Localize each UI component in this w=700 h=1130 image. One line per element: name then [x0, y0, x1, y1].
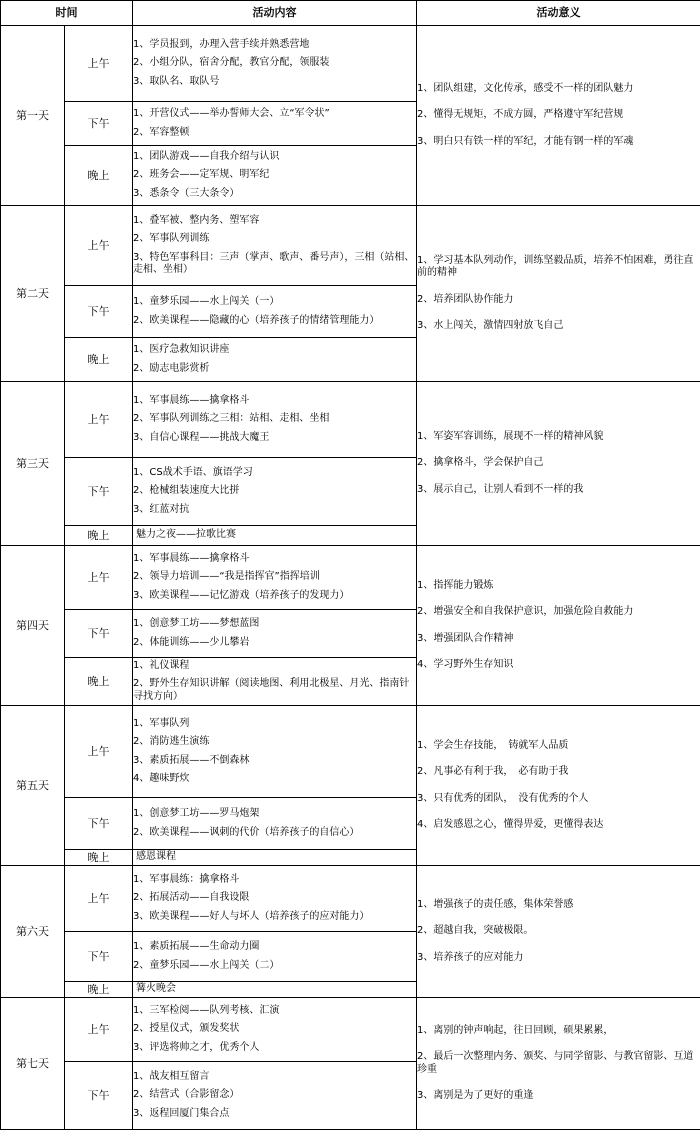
activity-item: 感恩课程: [136, 851, 416, 864]
activity-item: 3、取队名、取队号: [133, 76, 416, 89]
schedule-body: [1, 26, 700, 1130]
activity-item: 2、班务会——定军规、明军纪: [133, 169, 416, 182]
period-label: 下午: [65, 798, 133, 850]
period-label: 下午: [65, 932, 133, 982]
activity-item: 2、枪械组装速度大比拼: [133, 485, 416, 498]
activity-item: 1、军事晨练：擒拿格斗: [133, 874, 416, 887]
period-label: 晚上: [65, 146, 133, 206]
activity-item: 3、素质拓展——不倒森林: [133, 755, 416, 768]
activity-item: 1、叠军被、整内务、塑军容: [133, 215, 416, 228]
activity-item: 1、CS战术手语、旗语学习: [133, 467, 416, 480]
meaning-item: 3、水上闯关，激情四射放飞自己: [417, 320, 700, 333]
activity-item: 1、童梦乐园——水上闯关（一）: [133, 296, 416, 309]
meaning-item: 2、擒拿格斗，学会保护自己: [417, 457, 700, 470]
meaning-item: 4、启发感恩之心，懂得畀爱，更懂得表达: [417, 819, 700, 832]
header-time: 时间: [1, 1, 133, 26]
activity-item: 2、欧美课程——隐藏的心（培养孩子的情绪管理能力）: [133, 315, 416, 328]
activity-item: 2、欧美课程——讽刺的代价（培养孩子的自信心）: [133, 827, 416, 840]
meaning-item: 1、学会生存技能， 铸就军人品质: [417, 740, 700, 753]
meaning-item: 2、超越自我，突破极限。: [417, 925, 700, 938]
activity-content: [133, 1062, 417, 1130]
activity-item: 1、团队游戏——自我介绍与认识: [133, 151, 416, 164]
period-label: 晚上: [65, 658, 133, 706]
table-row: [1, 26, 700, 102]
activity-content: [133, 610, 417, 658]
meaning-item: 2、最后一次整理内务、颁奖、与同学留影、与教官留影、互道珍重: [417, 1051, 700, 1076]
activity-content: [133, 546, 417, 610]
table-row: [1, 206, 700, 286]
activity-content: [133, 102, 417, 146]
activity-content: [133, 382, 417, 458]
activity-content: [133, 338, 417, 382]
activity-item: 1、战友相互留言: [133, 1071, 416, 1084]
table-row: [1, 998, 700, 1062]
table-row: [1, 546, 700, 610]
activity-item: 3、返程回厦门集合点: [133, 1108, 416, 1121]
activity-item: 1、创意梦工坊——罗马炮架: [133, 808, 416, 821]
activity-item: 2、军事队列训练之三相：站相、走相、坐相: [133, 413, 416, 426]
activity-content: [133, 526, 417, 546]
activity-item: 2、军事队列训练: [133, 233, 416, 246]
activity-content: [133, 866, 417, 932]
period-label: 晚上: [65, 850, 133, 866]
activity-content: [133, 932, 417, 982]
meaning-item: 2、凡事必有利于我， 必有助于我: [417, 766, 700, 779]
activity-item: 1、军事晨练——擒拿格斗: [133, 553, 416, 566]
period-label: 上午: [65, 26, 133, 102]
activity-item: 2、消防逃生演练: [133, 736, 416, 749]
activity-content: [133, 206, 417, 286]
activity-item: 3、自信心课程——挑战大魔王: [133, 432, 416, 445]
activity-content: [133, 706, 417, 798]
meaning-item: 1、学习基本队列动作，训练坚毅品质，培养不怕困难，勇往直前的精神: [417, 255, 700, 280]
meaning-item: 3、培养孩子的应对能力: [417, 952, 700, 965]
meaning-item: 4、学习野外生存知识: [417, 659, 700, 672]
period-label: 晚上: [65, 982, 133, 998]
activity-item: 2、励志电影赏析: [133, 363, 416, 376]
meaning-item: 3、明白只有铁一样的军纪，才能有钢一样的军魂: [417, 136, 700, 149]
activity-item: 篝火晚会: [136, 983, 416, 996]
meaning-item: 2、培养团队协作能力: [417, 294, 700, 307]
period-label: 晚上: [65, 338, 133, 382]
activity-content: [133, 982, 417, 998]
activity-item: 1、医疗急救知识讲座: [133, 344, 416, 357]
day-label: 第七天: [1, 998, 65, 1130]
activity-item: 3、特色军事科目：三声（掌声、歌声、番号声），三相（站相、走相、坐相）: [133, 252, 416, 277]
activity-item: 3、红蓝对抗: [133, 504, 416, 517]
header-content: 活动内容: [133, 1, 417, 26]
activity-item: 4、趣味野炊: [133, 773, 416, 786]
period-label: 上午: [65, 546, 133, 610]
day-label: 第五天: [1, 706, 65, 866]
period-label: 上午: [65, 706, 133, 798]
activity-meaning: [417, 866, 700, 998]
meaning-item: 3、离别是为了更好的重逢: [417, 1090, 700, 1103]
meaning-item: 3、展示自己，让别人看到不一样的我: [417, 484, 700, 497]
activity-meaning: [417, 206, 700, 382]
activity-meaning: [417, 546, 700, 706]
activity-item: 1、学员报到，办理入营手续并熟悉营地: [133, 39, 416, 52]
meaning-item: 3、只有优秀的团队， 没有优秀的个人: [417, 793, 700, 806]
activity-content: [133, 26, 417, 102]
header-row: [1, 1, 700, 26]
day-label: 第六天: [1, 866, 65, 998]
period-label: 下午: [65, 610, 133, 658]
activity-item: 1、三军检阅——队列考核、汇演: [133, 1005, 416, 1018]
activity-item: 1、礼仪课程: [133, 660, 416, 673]
activity-item: 2、野外生存知识讲解（阅读地图、利用北极星、月光、指南针寻找方向）: [133, 678, 416, 703]
activity-item: 1、素质拓展——生命动力圈: [133, 941, 416, 954]
day-label: 第三天: [1, 382, 65, 546]
activity-meaning: [417, 998, 700, 1130]
activity-content: [133, 658, 417, 706]
period-label: 下午: [65, 286, 133, 338]
activity-item: 3、评选将帅之才，优秀个人: [133, 1042, 416, 1055]
activity-item: 2、授星仪式，颁发奖状: [133, 1023, 416, 1036]
meaning-item: 1、指挥能力锻炼: [417, 580, 700, 593]
period-label: 上午: [65, 866, 133, 932]
meaning-item: 1、增强孩子的责任感，集体荣誉感: [417, 899, 700, 912]
activity-content: [133, 286, 417, 338]
activity-meaning: [417, 706, 700, 866]
activity-content: [133, 798, 417, 850]
table-row: [1, 706, 700, 798]
meaning-item: 1、军姿军容训练，展现不一样的精神风貌: [417, 431, 700, 444]
meaning-item: 2、懂得无规矩，不成方圆，严格遵守军纪营规: [417, 109, 700, 122]
header-meaning: 活动意义: [417, 1, 700, 26]
activity-item: 2、小组分队，宿舍分配，教官分配，领服装: [133, 57, 416, 70]
day-label: 第二天: [1, 206, 65, 382]
activity-item: 2、领导力培训——“我是指挥官”指挥培训: [133, 571, 416, 584]
activity-content: [133, 998, 417, 1062]
activity-content: [133, 146, 417, 206]
activity-content: [133, 458, 417, 526]
period-label: 下午: [65, 102, 133, 146]
day-label: 第一天: [1, 26, 65, 206]
period-label: 下午: [65, 1062, 133, 1130]
period-label: 下午: [65, 458, 133, 526]
table-row: [1, 866, 700, 932]
period-label: 上午: [65, 206, 133, 286]
activity-item: 1、创意梦工坊——梦想蓝图: [133, 618, 416, 631]
activity-meaning: [417, 26, 700, 206]
table-row: [1, 382, 700, 458]
meaning-item: 2、增强安全和自我保护意识，加强危险自救能力: [417, 606, 700, 619]
meaning-item: 1、团队组建，文化传承，感受不一样的团队魅力: [417, 83, 700, 96]
period-label: 上午: [65, 998, 133, 1062]
activity-item: 魅力之夜——拉歌比赛: [136, 529, 416, 542]
activity-meaning: [417, 382, 700, 546]
meaning-item: 1、离别的钟声响起，往日回顾，硕果累累，: [417, 1025, 700, 1038]
activity-item: 2、拓展活动——自我设限: [133, 892, 416, 905]
activity-item: 3、欧美课程——好人与坏人（培养孩子的应对能力）: [133, 911, 416, 924]
activity-item: 2、结营式（合影留念）: [133, 1089, 416, 1102]
activity-item: 1、军事队列: [133, 718, 416, 731]
activity-item: 1、军事晨练——擒拿格斗: [133, 395, 416, 408]
activity-item: 3、欧美课程——记忆游戏（培养孩子的发现力）: [133, 590, 416, 603]
day-label: 第四天: [1, 546, 65, 706]
period-label: 上午: [65, 382, 133, 458]
meaning-item: 3、增强团队合作精神: [417, 633, 700, 646]
activity-item: 2、体能训练——少儿攀岩: [133, 637, 416, 650]
activity-item: 1、开营仪式——举办誓师大会、立“军令状”: [133, 108, 416, 121]
activity-item: 3、悉条令（三大条令）: [133, 188, 416, 201]
period-label: 晚上: [65, 526, 133, 546]
activity-item: 2、军容整顿: [133, 127, 416, 140]
activity-content: [133, 850, 417, 866]
activity-item: 2、童梦乐园——水上闯关（二）: [133, 960, 416, 973]
